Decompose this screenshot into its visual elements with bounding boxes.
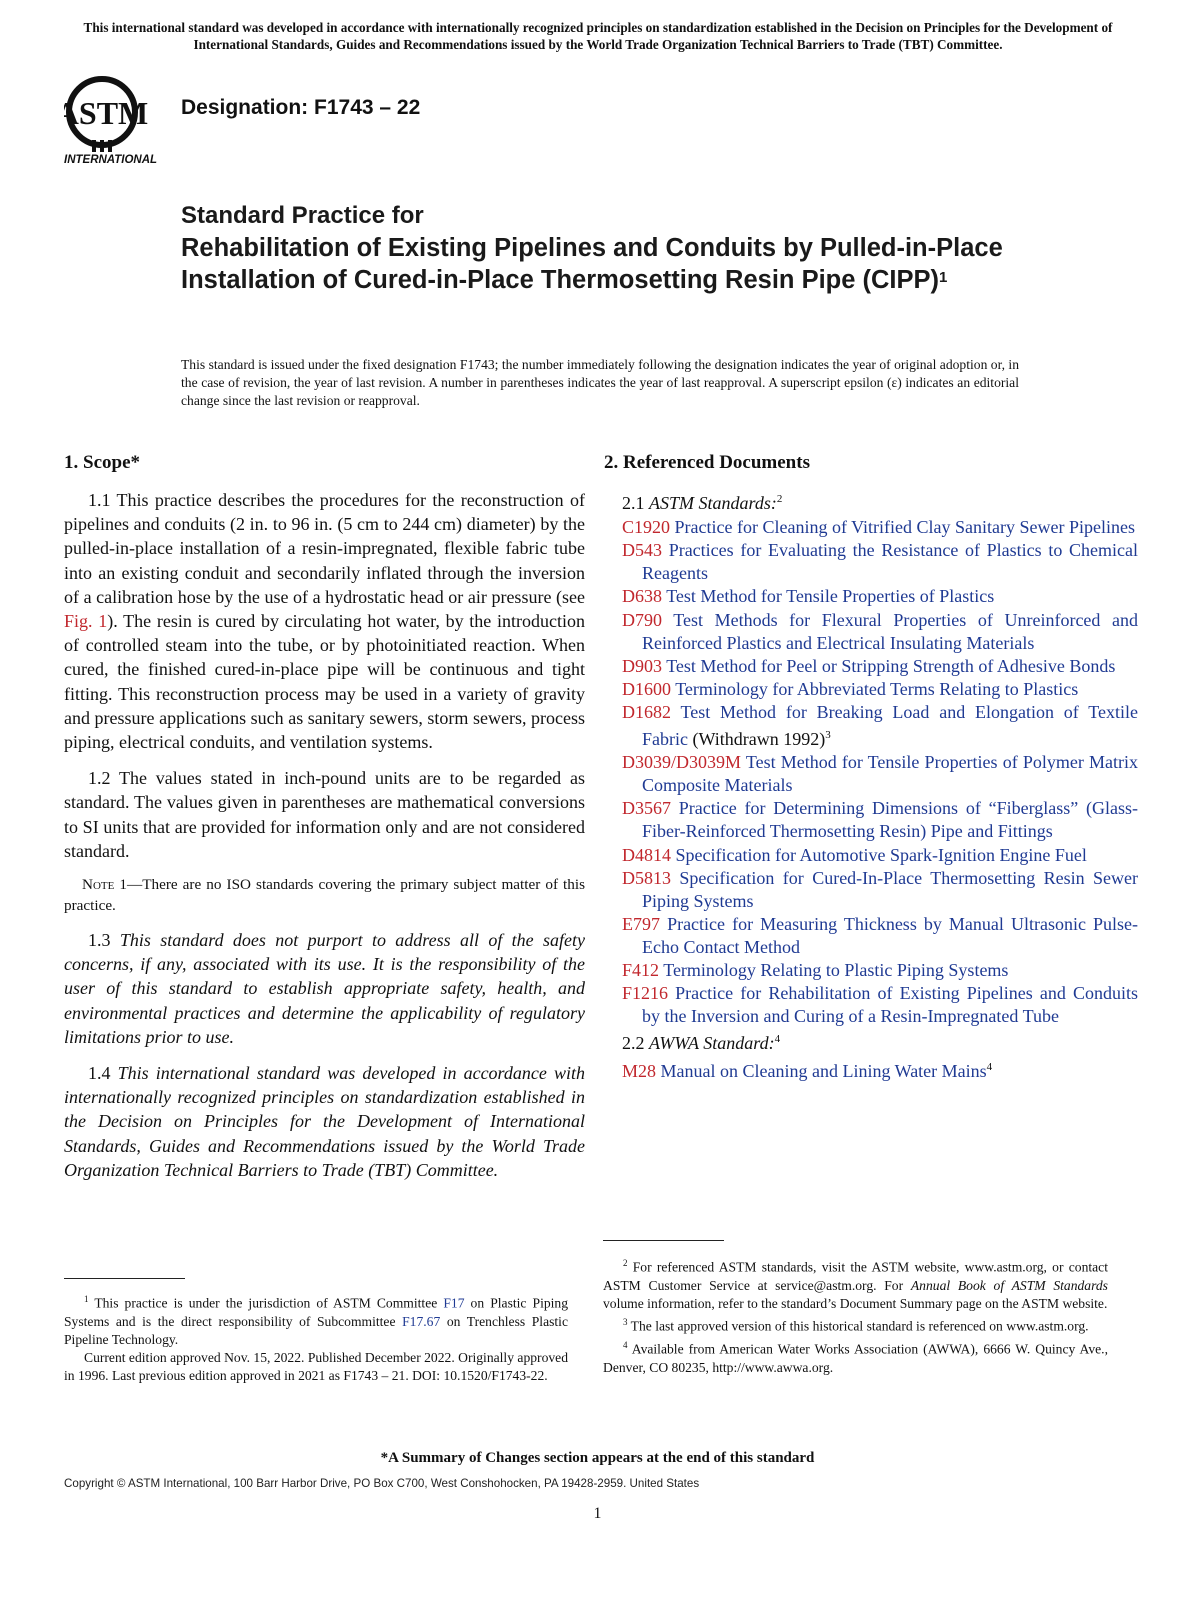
footnote-3-text: The last approved version of this historical standard is referenced on www.astm.org. (630, 1318, 1089, 1334)
reference-item (622, 539, 1138, 585)
title-main (181, 232, 1041, 296)
reference-code-link[interactable]: D790 (622, 609, 662, 630)
annual-book-title: Annual Book of ASTM Standards (910, 1277, 1108, 1293)
reference-code-link[interactable]: D1682 (622, 701, 671, 722)
reference-item (622, 609, 1138, 655)
reference-title-link[interactable]: Specification for Cured-In-Place Thermosetting Resin Sewer Piping Systems (642, 867, 1139, 911)
reference-item (622, 585, 1138, 608)
para-1-1-text-cont: ). The resin is cured by circulating hot water, by the introduction of controlled steam into the tube, or by photoinitiated reaction. When cured, the finished cured-in-place pipe will be continuous and tight fitting. This reconstruction process may be used in a variety of gravity and pressure applications such as sanitary sewers, storm sewers, process piping, electrical conduits, and ventilation systems. (64, 611, 585, 753)
subcommittee-f1767-link[interactable]: F17.67 (402, 1313, 441, 1329)
reference-item (622, 516, 1138, 539)
footnotes-right (603, 1254, 1108, 1377)
para-1-4 (64, 1061, 585, 1182)
footnote-4-mark: 4 (623, 1339, 628, 1350)
footnote-4 (603, 1336, 1108, 1377)
reference-title-link[interactable]: Practice for Rehabilitation of Existing Pipelines and Conduits by the Inversion and Curing of a Resin-Impregnated Tube (642, 983, 1138, 1027)
reference-title-link[interactable]: Test Method for Breaking Load and Elongation of Textile Fabric (642, 701, 1138, 750)
reference-item (622, 1056, 1138, 1083)
footnote-2-mark: 2 (623, 1258, 628, 1268)
reference-title-link[interactable]: Test Methods for Flexural Properties of Unreinforced and Reinforced Plastics and Electrical Insulating Materials (642, 609, 1138, 653)
tbt-notice: This international standard was developed in accordance with internationally recognized principles on standardization established in the Decision on Principles for the Development of International Standards, Guides and Recommendations issued by the World Trade Organization Technical Barriers to Trade (TBT) Committee. (83, 20, 1113, 52)
scope-heading: 1. Scope* (64, 452, 140, 473)
logo-subtext: INTERNATIONAL (64, 154, 158, 166)
astm-sub-label: ASTM Standards: (649, 493, 777, 513)
para-1-1 (64, 488, 585, 754)
para-1-4-num: 1.4 (88, 1063, 111, 1084)
designation: Designation: F1743 – 22 (181, 96, 421, 119)
footnote-2-text-a: For referenced ASTM standards, visit the ASTM website, www.astm.org, or contact ASTM Customer Service at service@astm.org. For (603, 1259, 1108, 1293)
para-1-3-num: 1.3 (88, 930, 111, 951)
awwa-standard-subheading (622, 1028, 1138, 1055)
reference-code-link[interactable]: D543 (622, 540, 662, 561)
astm-standards-subheading (622, 488, 1138, 515)
awwa-sub-num: 2.2 (622, 1033, 645, 1054)
page-number: 1 (593, 1505, 602, 1522)
logo-letters: ASTM (64, 95, 149, 131)
astm-reference-list (618, 516, 1138, 1028)
reference-item (622, 751, 1138, 797)
reference-status: (Withdrawn 1992) (687, 729, 826, 750)
footnote-1-text-a: This practice is under the jurisdiction of ASTM Committee (94, 1295, 444, 1311)
reference-item (622, 701, 1138, 751)
reference-item (622, 959, 1138, 982)
note-label: Note 1 (82, 876, 128, 894)
reference-title-link[interactable]: Practice for Determining Dimensions of “Fiberglass” (Glass-Fiber-Reinforced Thermosetting Resin) Pipe and Fittings (642, 798, 1139, 842)
footnote-rule-left (64, 1278, 185, 1279)
para-1-1-text: 1.1 This practice describes the procedures for the reconstruction of pipelines and conduits (2 in. to 96 in. (5 cm to 244 cm) diameter) by the pulled-in-place installation of a resin-impregnated, flexible fabric tube into an existing conduit and secondarily inflated through the inversion of a calibration hose by the use of a hydrostatic head or air pressure (see (64, 490, 585, 607)
reference-code-link[interactable]: D4814 (622, 844, 671, 865)
reference-code-link[interactable]: F1216 (622, 983, 669, 1004)
title-line-1: Standard Practice for (181, 202, 424, 229)
footnote-3 (603, 1313, 1108, 1336)
reference-code-link[interactable]: D3039/D3039M (622, 752, 742, 773)
astm-sub-mark: 2 (776, 493, 783, 505)
reference-code-link[interactable]: E797 (622, 913, 660, 934)
note-text: —There are no ISO standards covering the primary subject matter of this practice. (64, 876, 586, 914)
note-1 (64, 875, 585, 916)
title-footnote-mark: 1 (939, 269, 948, 286)
issued-statement: This standard is issued under the fixed designation F1743; the number immediately following the designation indicates the year of original adoption or, in the case of revision, the year of last revision. A number in parentheses indicates the year of last reapproval. A superscript epsilon (ε) indicates an editorial change since the last revision or reapproval. (181, 357, 1019, 409)
footnotes-left (64, 1290, 568, 1386)
astm-sub-num: 2.1 (622, 493, 645, 513)
reference-code-link[interactable]: D638 (622, 586, 662, 607)
reference-item (622, 867, 1138, 913)
reference-code-link[interactable]: D1600 (622, 678, 671, 699)
reference-item (622, 678, 1138, 701)
reference-title-link[interactable]: Manual on Cleaning and Lining Water Mains (660, 1061, 987, 1082)
footnote-3-mark: 3 (623, 1317, 628, 1328)
reference-title-link[interactable]: Terminology for Abbreviated Terms Relating to Plastics (675, 678, 1079, 699)
footnote-1 (64, 1290, 568, 1349)
document-title (181, 200, 1041, 296)
footnote-1-text-c: on Trenchless Plastic Pipeline Technology. (64, 1313, 568, 1347)
para-1-4-text: This international standard was developed in accordance with internationally recognized principles on standardization established in the Decision on Principles for the Development of International Standards, Guides and Recommendations issued by the World Trade Organization Technical Barriers to Trade (TBT) Committee. (64, 1063, 585, 1180)
reference-code-link[interactable]: D3567 (622, 798, 671, 819)
awwa-sub-mark: 4 (774, 1033, 781, 1046)
referenced-documents-heading: 2. Referenced Documents (604, 452, 810, 473)
reference-item (622, 797, 1138, 843)
footnote-1-mark: 1 (84, 1294, 89, 1304)
reference-item (622, 844, 1138, 867)
reference-item (622, 913, 1138, 959)
title-main-text: Rehabilitation of Existing Pipelines and Conduits by Pulled-in-Place Installation of Cured-in-Place Thermosetting Resin Pipe (CIPP) (181, 234, 1003, 294)
reference-code-link[interactable]: D5813 (622, 867, 671, 888)
left-column (64, 452, 585, 1194)
footnote-1-edition: Current edition approved Nov. 15, 2022. Published December 2022. Originally approved in 1996. Last previous edition approved in 2021 as F1743 – 21. DOI: 10.1520/F1743-22. (64, 1350, 568, 1384)
reference-title-link[interactable]: Test Method for Tensile Properties of Plastics (666, 586, 995, 607)
para-1-2: 1.2 The values stated in inch-pound units are to be regarded as standard. The values given in parentheses are mathematical conversions to SI units that are provided for information only and are not considered standard. (64, 768, 585, 861)
committee-f17-link[interactable]: F17 (443, 1295, 465, 1311)
para-1-3 (64, 928, 585, 1049)
reference-title-link[interactable]: Practices for Evaluating the Resistance of Plastics to Chemical Reagents (642, 540, 1139, 584)
reference-title-link[interactable]: Test Method for Peel or Stripping Strength of Adhesive Bonds (666, 655, 1116, 676)
reference-item (622, 982, 1138, 1028)
reference-code-link[interactable]: D903 (622, 655, 662, 676)
reference-title-link[interactable]: Practice for Cleaning of Vitrified Clay Sanitary Sewer Pipelines (674, 517, 1135, 538)
reference-title-link[interactable]: Terminology Relating to Plastic Piping Systems (663, 959, 1009, 980)
footnote-rule-right (603, 1240, 724, 1241)
reference-title-link[interactable]: Practice for Measuring Thickness by Manual Ultrasonic Pulse-Echo Contact Method (642, 913, 1139, 957)
footnote-4-text: Available from American Water Works Association (AWWA), 6666 W. Quincy Ave., Denver, CO 80235, http://www.awwa.org. (603, 1341, 1108, 1375)
summary-of-changes-note: *A Summary of Changes section appears at the end of this standard (380, 1450, 815, 1466)
copyright-line: Copyright © ASTM International, 100 Barr Harbor Drive, PO Box C700, West Conshohocken, PA 19428-2959. United States (64, 1477, 700, 1490)
awwa-sub-label: AWWA Standard: (649, 1033, 775, 1054)
reference-footnote-mark: 3 (825, 729, 831, 742)
reference-item (622, 655, 1138, 678)
reference-title-link[interactable]: Test Method for Tensile Properties of Polymer Matrix Composite Materials (642, 752, 1138, 796)
right-column (604, 452, 1139, 1084)
footnote-2 (603, 1254, 1108, 1313)
reference-footnote-mark: 4 (986, 1061, 993, 1074)
reference-code-link[interactable]: F412 (622, 959, 660, 980)
footnote-2-text-b: volume information, refer to the standard’s Document Summary page on the ASTM website. (603, 1295, 1108, 1311)
para-1-3-text: This standard does not purport to address all of the safety concerns, if any, associated with its use. It is the responsibility of the user of this standard to establish appropriate safety, health, and environmental practices and determine the applicability of regulatory limitations prior to use. (64, 930, 586, 1047)
fig-1-link[interactable]: Fig. 1 (64, 611, 108, 632)
reference-code-link[interactable]: M28 (622, 1061, 657, 1082)
reference-title-link[interactable]: Specification for Automotive Spark-Ignition Engine Fuel (675, 844, 1087, 865)
astm-logo-icon (64, 74, 168, 166)
reference-code-link[interactable]: C1920 (622, 517, 671, 538)
footnote-1-text-b: on Plastic Piping Systems and is the direct responsibility of Subcommittee (64, 1295, 569, 1329)
